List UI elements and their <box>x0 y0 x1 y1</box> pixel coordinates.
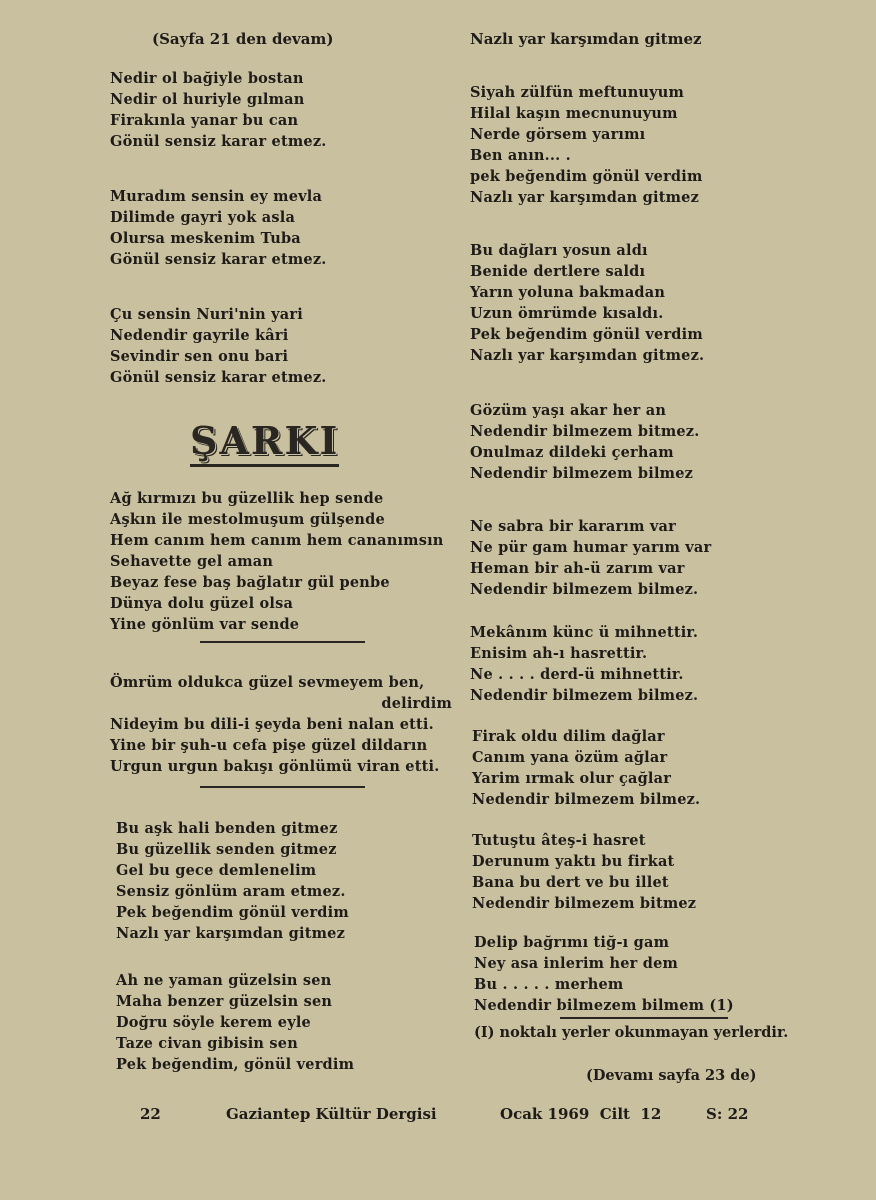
verse-line: Gönül sensiz karar etmez. <box>110 251 327 268</box>
verse-line: Bu güzellik senden gitmez <box>116 841 337 858</box>
divider <box>200 786 365 788</box>
left-stanza-5 <box>110 672 452 777</box>
verse-line: Delip bağrımı tiğ-ı gam <box>474 934 670 951</box>
verse-line: Siyah zülfün meftunuyum <box>470 84 685 101</box>
verse-line: Maha benzer güzelsin sen <box>116 993 333 1010</box>
verse-line: Pek beğendim, gönül verdim <box>116 1056 355 1073</box>
verse-line: Sehavette gel aman <box>110 553 274 570</box>
right-stanza-3 <box>470 400 700 484</box>
verse-line: Benide dertlere saldı <box>470 263 646 280</box>
left-stanza-4 <box>110 488 444 635</box>
verse-line: Firakınla yanar bu can <box>110 112 299 129</box>
right-stanza-5 <box>470 622 698 706</box>
verse-line: Olursa meskenim Tuba <box>110 230 301 247</box>
verse-line: Yarın yoluna bakmadan <box>470 284 666 301</box>
verse-line: Gel bu gece demlenelim <box>116 862 317 879</box>
verse-line: Nideyim bu dili-i şeyda beni nalan etti. <box>110 716 434 733</box>
verse-line: Yine gönlüm var sende <box>110 616 300 633</box>
left-stanza-6 <box>116 818 349 944</box>
verse-line: Nedendir bilmezem bitmez <box>472 895 697 912</box>
verse-line: Ben anın... . <box>470 147 571 164</box>
verse-line: Gönül sensiz karar etmez. <box>110 133 327 150</box>
verse-line: Nedendir bilmezem bilmez. <box>470 581 699 598</box>
verse-line: Sensiz gönlüm aram etmez. <box>116 883 346 900</box>
issue-info: Ocak 1969 Cilt 12 <box>500 1105 662 1123</box>
left-header: (Sayfa 21 den devam) <box>152 30 334 48</box>
verse-line: Ne . . . . derd-ü mihnettir. <box>470 666 684 683</box>
right-header: Nazlı yar karşımdan gitmez <box>470 30 702 48</box>
right-stanza-2 <box>470 240 704 366</box>
verse-line: Gönül sensiz karar etmez. <box>110 369 327 386</box>
left-stanza-1 <box>110 68 327 152</box>
verse-line: Nedendir bilmezem bilmem (1) <box>474 997 734 1014</box>
verse-line: Ağ kırmızı bu güzellik hep sende <box>110 490 384 507</box>
verse-line: Dünya dolu güzel olsa <box>110 595 294 612</box>
verse-line: Firak oldu dilim dağlar <box>472 728 665 745</box>
journal-name: Gaziantep Kültür Dergisi <box>226 1105 437 1123</box>
verse-line: Doğru söyle kerem eyle <box>116 1014 311 1031</box>
left-stanza-7 <box>116 970 354 1075</box>
verse-line: Nedir ol huriyle gılman <box>110 91 305 108</box>
verse-line-continuation: delirdim <box>381 695 452 712</box>
verse-line: Beyaz fese baş bağlatır gül penbe <box>110 574 390 591</box>
verse-line: Yine bir şuh-u cefa pişe güzel dildarın <box>110 737 428 754</box>
page-label: S: 22 <box>706 1105 749 1123</box>
verse-line: Ne pür gam humar yarım var <box>470 539 712 556</box>
verse-line: Bu . . . . . merhem <box>474 976 624 993</box>
verse-line: Nazlı yar karşımdan gitmez <box>470 189 700 206</box>
verse-line: Bu dağları yosun aldı <box>470 242 648 259</box>
verse-line: Taze civan gibisin sen <box>116 1035 298 1052</box>
verse-line: Urgun urgun bakışı gönlümü viran etti. <box>110 758 440 775</box>
verse-line: Yarim ırmak olur çağlar <box>472 770 672 787</box>
footnote: (I) noktalı yerler okunmayan yerlerdir. <box>474 1024 789 1041</box>
right-stanza-6 <box>472 726 700 810</box>
verse-line: Çu sensin Nuri'nin yari <box>110 306 303 323</box>
verse-line: Nedendir bilmezem bilmez <box>470 465 694 482</box>
verse-line: Bana bu dert ve bu illet <box>472 874 669 891</box>
verse-line: Nerde görsem yarımı <box>470 126 646 143</box>
verse-line: Uzun ömrümde kısaldı. <box>470 305 664 322</box>
section-title: ŞARKI <box>190 418 339 467</box>
page-number: 22 <box>140 1105 161 1123</box>
verse-line: Ömrüm oldukca güzel sevmeyem ben, <box>110 674 425 691</box>
verse-line: Muradım sensin ey mevla <box>110 188 323 205</box>
left-stanza-3 <box>110 304 327 388</box>
verse-line: Hem canım hem canım hem cananımsın <box>110 532 444 549</box>
verse-line: Heman bir ah-ü zarım var <box>470 560 685 577</box>
right-stanza-4 <box>470 516 711 600</box>
verse-line: Nedendir gayrile kâri <box>110 327 289 344</box>
continued-note: (Devamı sayfa 23 de) <box>586 1067 757 1084</box>
verse-line: Nazlı yar karşımdan gitmez <box>116 925 346 942</box>
verse-line: Nedendir bilmezem bilmez. <box>472 791 701 808</box>
verse-line: Sevindir sen onu bari <box>110 348 289 365</box>
verse-line: Bu aşk hali benden gitmez <box>116 820 338 837</box>
verse-line: Pek beğendim gönül verdim <box>116 904 349 921</box>
verse-line: Nedir ol bağiyle bostan <box>110 70 304 87</box>
verse-line: Nazlı yar karşımdan gitmez. <box>470 347 705 364</box>
verse-line: Hilal kaşın mecnunuyum <box>470 105 678 122</box>
verse-line: Derunum yaktı bu firkat <box>472 853 675 870</box>
verse-line: Dilimde gayri yok asla <box>110 209 296 226</box>
verse-line: Canım yana özüm ağlar <box>472 749 668 766</box>
right-stanza-7 <box>472 830 696 914</box>
verse-line: Ney asa inlerim her dem <box>474 955 679 972</box>
divider <box>200 641 365 643</box>
verse-line: Aşkın ile mestolmuşum gülşende <box>110 511 385 528</box>
footnote-divider <box>560 1017 728 1019</box>
verse-line: Mekânım künc ü mihnettir. <box>470 624 699 641</box>
right-stanza-8 <box>474 932 734 1016</box>
verse-line: Ah ne yaman güzelsin sen <box>116 972 332 989</box>
verse-line: Pek beğendim gönül verdim <box>470 326 703 343</box>
verse-line: Ne sabra bir kararım var <box>470 518 676 535</box>
verse-line: Enisim ah-ı hasrettir. <box>470 645 648 662</box>
verse-line: Nedendir bilmezem bitmez. <box>470 423 700 440</box>
left-stanza-2 <box>110 186 327 270</box>
verse-line: Gözüm yaşı akar her an <box>470 402 667 419</box>
right-stanza-1 <box>470 82 703 208</box>
verse-line: pek beğendim gönül verdim <box>470 168 703 185</box>
verse-line: Nedendir bilmezem bilmez. <box>470 687 699 704</box>
verse-line: Onulmaz dildeki çerham <box>470 444 674 461</box>
verse-line: Tutuştu âteş-i hasret <box>472 832 646 849</box>
sarki-title <box>190 418 360 464</box>
